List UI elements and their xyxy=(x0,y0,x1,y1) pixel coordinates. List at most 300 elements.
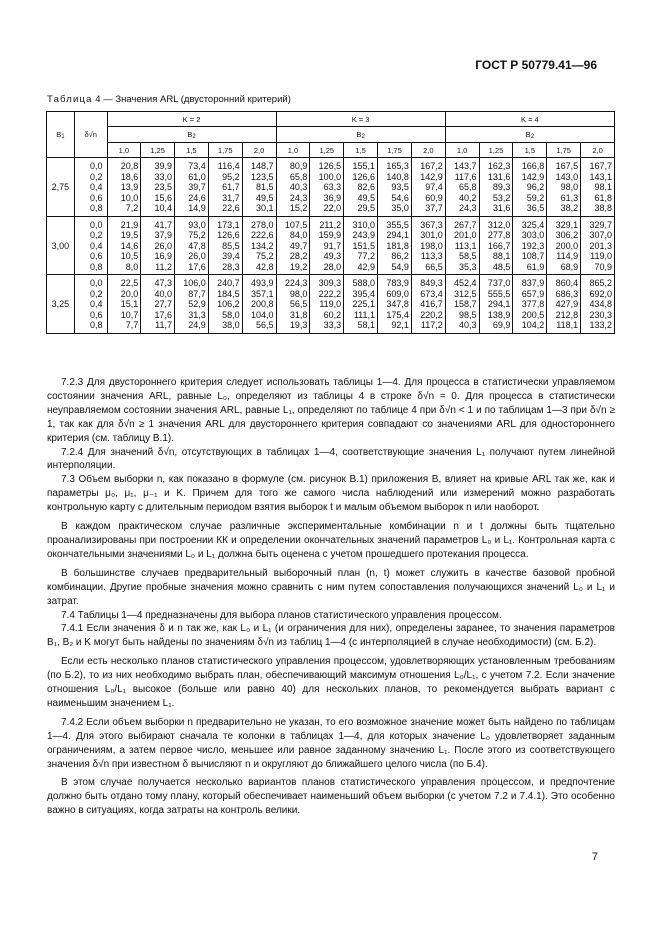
arl-column xyxy=(479,275,513,334)
arl-value: 783,9 xyxy=(386,278,409,288)
arl-value: 23,5 xyxy=(154,182,172,192)
arl-value: 35,3 xyxy=(459,261,477,272)
arl-value: 20,0 xyxy=(120,288,139,299)
arl-value: 69,9 xyxy=(492,320,511,330)
arl-column xyxy=(276,158,310,217)
arl-column xyxy=(445,158,479,217)
delta-value: 0,0 xyxy=(90,161,103,171)
arl-value: 19,3 xyxy=(289,320,308,330)
paragraph: В большинстве случаев предварительный выборочный план (n, t) может служить в качестве базовой пробной комбинации. Другие пробные значения можно сравнить с ним путем сопоставления получающихся значений L₀ и L₁ и затрат. xyxy=(47,567,615,607)
arl-value: 377,8 xyxy=(521,299,545,309)
arl-value: 53,2 xyxy=(492,192,511,203)
arl-value: 39,9 xyxy=(154,161,172,171)
arl-value: 243,9 xyxy=(352,230,376,240)
arl-value: 140,8 xyxy=(386,171,409,182)
arl-value: 95,2 xyxy=(222,171,240,182)
arl-value: 17,6 xyxy=(188,261,206,272)
arl-column xyxy=(208,158,242,217)
arl-value: 40,2 xyxy=(459,192,477,203)
arl-value: 142,9 xyxy=(420,171,443,182)
arl-value: 148,7 xyxy=(250,161,274,171)
b1-header xyxy=(47,112,75,158)
b2-label: B xyxy=(525,129,531,139)
arl-value: 126,6 xyxy=(217,230,240,240)
delta-value: 0,8 xyxy=(90,261,103,272)
arl-value: 97,4 xyxy=(425,182,443,192)
arl-value: 10,7 xyxy=(120,309,139,320)
arl-value: 159,9 xyxy=(318,230,342,240)
arl-value: 294,1 xyxy=(487,299,511,309)
delta-value: 0,8 xyxy=(90,203,103,213)
arl-value: 493,9 xyxy=(250,278,274,288)
b2-value: 2,0 xyxy=(411,143,445,158)
arl-column xyxy=(344,158,378,217)
delta-value: 0,4 xyxy=(90,182,103,192)
b2-value: 1,0 xyxy=(445,143,479,158)
arl-column xyxy=(242,275,276,334)
arl-value: 89,3 xyxy=(492,182,511,192)
arl-value: 77,2 xyxy=(357,251,376,261)
arl-value: 26,0 xyxy=(188,251,206,261)
arl-value: 49,7 xyxy=(289,240,308,251)
arl-value: 38,0 xyxy=(222,320,240,330)
arl-value: 113,1 xyxy=(454,240,477,251)
arl-value: 307,0 xyxy=(589,230,612,240)
arl-value: 31,8 xyxy=(289,309,308,320)
arl-value: 329,7 xyxy=(589,219,612,230)
arl-value: 61,7 xyxy=(222,182,240,192)
arl-value: 81,5 xyxy=(255,182,274,192)
arl-value: 28,3 xyxy=(222,261,240,272)
arl-value: 310,0 xyxy=(352,219,376,230)
delta-value: 0,0 xyxy=(90,219,103,230)
arl-value: 355,5 xyxy=(386,219,409,230)
arl-value: 184,5 xyxy=(217,288,240,299)
arl-value: 21,9 xyxy=(120,219,139,230)
table-row xyxy=(47,158,615,217)
arl-value: 36,5 xyxy=(526,203,545,213)
arl-value: 395,4 xyxy=(352,288,376,299)
arl-value: 312,0 xyxy=(487,219,511,230)
arl-value: 40,3 xyxy=(459,320,477,330)
arl-column xyxy=(310,216,344,275)
arl-value: 126,6 xyxy=(352,171,376,182)
arl-value: 325,4 xyxy=(521,219,545,230)
arl-value: 82,6 xyxy=(357,182,376,192)
arl-value: 40,3 xyxy=(289,182,308,192)
b1-block xyxy=(47,275,615,334)
arl-value: 22,0 xyxy=(323,203,342,213)
arl-value: 49,5 xyxy=(255,192,274,203)
arl-value: 230,3 xyxy=(589,309,612,320)
arl-value: 347,8 xyxy=(386,299,409,309)
header-row-b2 xyxy=(47,127,615,143)
arl-value: 357,1 xyxy=(250,288,274,299)
b1-header-label: B xyxy=(56,129,62,139)
arl-value: 211,2 xyxy=(319,219,342,230)
arl-value: 19,5 xyxy=(120,230,139,240)
arl-value: 24,6 xyxy=(188,192,206,203)
arl-value: 14,6 xyxy=(120,240,139,251)
arl-value: 28,0 xyxy=(323,261,342,272)
arl-value: 61,8 xyxy=(594,192,612,203)
arl-value: 200,8 xyxy=(250,299,274,309)
arl-value: 98,0 xyxy=(560,182,579,192)
paragraph: 7.4.2 Если объем выборки n предварительно не указан, то его возможное значение может быть найдено по таблицам 1—4. Для этого выбирают сначала те колонки в таблицах 1—4, для которых значение L₀ удовлетворяет заданным ограничениям, а затем первое число, меньшее или равное заданному значению L₁. После этого из соответствующего значения δ√n при известном δ вычисляют n и округляют до ближайшего целого числа (по Б.4). xyxy=(47,716,615,770)
page-number: 7 xyxy=(591,851,598,863)
arl-value: 220,2 xyxy=(420,309,443,320)
arl-value: 88,1 xyxy=(492,251,511,261)
arl-column xyxy=(513,216,547,275)
arl-column xyxy=(276,216,310,275)
arl-value: 39,7 xyxy=(188,182,206,192)
arl-value: 58,5 xyxy=(459,251,477,261)
arl-value: 200,0 xyxy=(555,240,579,251)
arl-value: 201,3 xyxy=(589,240,612,251)
arl-value: 49,3 xyxy=(323,251,342,261)
b1-value: 2,75 xyxy=(47,158,75,217)
arl-value: 143,0 xyxy=(555,171,579,182)
arl-value: 37,7 xyxy=(425,203,443,213)
arl-value: 865,2 xyxy=(589,278,612,288)
arl-value: 87,7 xyxy=(188,288,206,299)
arl-value: 200,5 xyxy=(521,309,545,320)
arl-value: 303,0 xyxy=(521,230,545,240)
arl-value: 108,7 xyxy=(521,251,545,261)
arl-value: 28,2 xyxy=(289,251,308,261)
arl-column xyxy=(107,216,141,275)
paragraph: 7.2.3 Для двустороннего критерия следует использовать таблицы 1—4. Для процесса в статистически управляемом состоянии значения ARL, равные L₀, определяют из таблицы 4 в строке δ√n = 0. Для процесса в статистически неуправляемом состоянии значения ARL, равные L₁, определяют по таблице 4 при δ√n < 1 и по таблицам 1—3 при δ√n ≥ 1, так как для δ√n ≥ 1 значения ARL для двустороннего критерия совпадают со значениями ARL для одностороннего критерия (см. таблицу В.1). xyxy=(47,377,615,444)
arl-value: 22,6 xyxy=(222,203,240,213)
table-caption xyxy=(47,94,291,105)
arl-column xyxy=(208,275,242,334)
b2-label: B xyxy=(356,129,362,139)
delta-value: 0,6 xyxy=(90,251,103,261)
arl-value: 155,1 xyxy=(352,161,376,171)
arl-value: 47,8 xyxy=(188,240,206,251)
arl-value: 588,0 xyxy=(352,278,376,288)
arl-value: 39,4 xyxy=(222,251,240,261)
paragraph: Если есть несколько планов статистического управления процессом, удовлетворяющих установленным требованиям (по Б.2), то из них необходимо выбрать план, обеспечивающий максимум отношения L₀/L₁, с учетом 7.2. Если значение отношения L₀/L₁ высокое (больше или равно 40) для нескольких планов, то рекомендуется выбрать вариант с наименьшим значением L₁. xyxy=(47,656,615,709)
arl-value: 29,5 xyxy=(357,203,376,213)
arl-column xyxy=(378,216,412,275)
arl-value: 85,5 xyxy=(222,240,240,251)
arl-value: 58,0 xyxy=(222,309,240,320)
arl-value: 86,2 xyxy=(391,251,409,261)
arl-value: 657,9 xyxy=(521,288,545,299)
arl-column xyxy=(378,158,412,217)
arl-column xyxy=(344,216,378,275)
arl-column xyxy=(141,158,175,217)
arl-value: 198,0 xyxy=(420,240,443,251)
header-row-k xyxy=(47,112,615,127)
arl-column xyxy=(581,158,615,217)
arl-value: 42,9 xyxy=(357,261,376,272)
arl-column xyxy=(581,216,615,275)
arl-value: 31,7 xyxy=(222,192,240,203)
body-text xyxy=(47,376,615,818)
arl-value: 452,4 xyxy=(454,278,477,288)
arl-column xyxy=(242,216,276,275)
delta-values xyxy=(74,275,107,334)
arl-column xyxy=(411,158,445,217)
b1-value: 3,25 xyxy=(47,275,75,334)
b2-value: 1,75 xyxy=(208,143,242,158)
arl-value: 11,7 xyxy=(155,320,172,330)
arl-value: 17,6 xyxy=(154,309,172,320)
arl-value: 692,0 xyxy=(589,288,612,299)
arl-value: 31,6 xyxy=(492,203,511,213)
arl-value: 56,5 xyxy=(289,299,308,309)
arl-value: 59,2 xyxy=(526,192,545,203)
arl-value: 309,3 xyxy=(318,278,342,288)
b2-value: 1,0 xyxy=(107,143,141,158)
delta-value: 0,6 xyxy=(90,309,103,320)
arl-value: 158,7 xyxy=(454,299,477,309)
arl-value: 75,2 xyxy=(188,230,206,240)
arl-column xyxy=(208,216,242,275)
caption-text: 4 — Значения ARL (двусторонний критерий) xyxy=(92,94,291,105)
arl-value: 15,2 xyxy=(289,203,308,213)
arl-value: 167,5 xyxy=(555,161,579,171)
arl-value: 65,8 xyxy=(289,171,308,182)
arl-value: 104,2 xyxy=(521,320,545,330)
arl-value: 80,9 xyxy=(289,161,308,171)
arl-value: 11,2 xyxy=(155,261,172,272)
arl-value: 40,0 xyxy=(154,288,172,299)
arl-value: 312,5 xyxy=(454,288,477,299)
b2-value: 1,0 xyxy=(276,143,310,158)
arl-column xyxy=(276,275,310,334)
arl-value: 106,2 xyxy=(217,299,240,309)
arl-value: 151,5 xyxy=(352,240,376,251)
arl-value: 42,8 xyxy=(255,261,274,272)
arl-column xyxy=(411,216,445,275)
arl-value: 162,3 xyxy=(487,161,511,171)
arl-value: 117,2 xyxy=(420,320,443,330)
arl-value: 123,5 xyxy=(250,171,274,182)
arl-value: 173,1 xyxy=(217,219,240,230)
delta-header: δ√n xyxy=(74,112,107,158)
b2-header xyxy=(445,127,614,143)
arl-value: 60,2 xyxy=(323,309,342,320)
arl-column xyxy=(479,158,513,217)
b2-value: 1,75 xyxy=(378,143,412,158)
arl-value: 24,9 xyxy=(188,320,206,330)
arl-value: 98,0 xyxy=(289,288,308,299)
b2-value: 1,25 xyxy=(141,143,175,158)
arl-value: 18,6 xyxy=(120,171,139,182)
delta-value: 0,8 xyxy=(90,320,103,330)
arl-column xyxy=(174,216,208,275)
arl-column xyxy=(513,158,547,217)
table-row xyxy=(47,216,615,275)
arl-column xyxy=(445,216,479,275)
b2-value: 1,25 xyxy=(479,143,513,158)
arl-value: 96,2 xyxy=(526,182,545,192)
arl-value: 143,7 xyxy=(454,161,477,171)
arl-value: 30,1 xyxy=(255,203,274,213)
arl-value: 33,0 xyxy=(154,171,172,182)
arl-table xyxy=(46,111,615,334)
arl-column xyxy=(107,275,141,334)
arl-value: 54,9 xyxy=(391,261,409,272)
arl-value: 100,0 xyxy=(318,171,342,182)
delta-values xyxy=(74,216,107,275)
delta-value: 0,4 xyxy=(90,240,103,251)
arl-value: 212,8 xyxy=(555,309,579,320)
arl-value: 107,5 xyxy=(284,219,308,230)
arl-value: 75,2 xyxy=(255,251,274,261)
arl-value: 201,0 xyxy=(454,230,477,240)
b2-value: 1,5 xyxy=(174,143,208,158)
arl-column xyxy=(547,275,581,334)
arl-value: 73,4 xyxy=(188,161,206,171)
arl-value: 167,2 xyxy=(420,161,443,171)
arl-value: 278,0 xyxy=(250,219,274,230)
arl-value: 54,6 xyxy=(391,192,409,203)
arl-value: 104,0 xyxy=(250,309,274,320)
arl-value: 93,0 xyxy=(188,219,206,230)
arl-value: 8,0 xyxy=(125,261,139,272)
paragraph: 7.2.4 Для значений δ√n, отсутствующих в таблицах 1—4, соответствующие значения L₁ получают путем линейной интерполяции. xyxy=(47,446,615,472)
arl-value: 98,1 xyxy=(594,182,612,192)
arl-value: 10,0 xyxy=(120,192,139,203)
b2-value: 2,0 xyxy=(581,143,615,158)
arl-value: 306,2 xyxy=(555,230,579,240)
arl-value: 143,1 xyxy=(589,171,612,182)
k-header: K = 4 xyxy=(445,112,614,127)
arl-column xyxy=(547,216,581,275)
arl-value: 224,3 xyxy=(284,278,308,288)
paragraph: 7.4.1 Если значения δ и n так же, как L₀ и L₁ (и ограничения для них), определены заранее, то значения параметров B₁, B₂ и K могут быть найдены по значениям δ√n из таблиц 1—4 (с интерполяцией в случае необходимости) (см. Б.2). xyxy=(47,623,615,649)
arl-value: 20,8 xyxy=(120,161,139,171)
arl-value: 61,0 xyxy=(188,171,206,182)
b2-value: 1,5 xyxy=(513,143,547,158)
arl-value: 65,8 xyxy=(459,182,477,192)
arl-value: 165,3 xyxy=(386,161,409,171)
arl-value: 24,3 xyxy=(289,192,308,203)
b2-header xyxy=(276,127,445,143)
arl-value: 427,9 xyxy=(555,299,579,309)
arl-value: 131,6 xyxy=(487,171,511,182)
arl-value: 134,2 xyxy=(250,240,274,251)
b2-value: 1,25 xyxy=(310,143,344,158)
arl-value: 26,0 xyxy=(154,240,172,251)
arl-value: 84,0 xyxy=(289,230,308,240)
arl-value: 70,9 xyxy=(594,261,612,272)
b2-header xyxy=(107,127,276,143)
arl-value: 98,5 xyxy=(459,309,477,320)
arl-value: 192,3 xyxy=(521,240,545,251)
arl-value: 49,5 xyxy=(357,192,376,203)
arl-value: 609,0 xyxy=(386,288,409,299)
arl-value: 837,9 xyxy=(521,278,545,288)
arl-value: 555,5 xyxy=(487,288,511,299)
k-header: K = 2 xyxy=(107,112,276,127)
arl-value: 294,1 xyxy=(386,230,409,240)
paragraph: 7.3 Объем выборки n, как показано в формуле (см. рисунок В.1) приложения В, влияет на кривые ARL так же, как и параметры μ₀, μ₁, μ₋₁ и K. Причем для того же самого числа наблюдений или измерений можно разработать контрольную карту с длительным периодом взятия выборок t и малым объемом выборок n или наоборот. xyxy=(47,474,615,514)
arl-value: 37,9 xyxy=(154,230,172,240)
arl-value: 117,6 xyxy=(454,171,477,182)
b2-sub: 2 xyxy=(361,133,365,140)
arl-column xyxy=(513,275,547,334)
arl-value: 35,0 xyxy=(391,203,409,213)
document-header: ГОСТ Р 50779.41—96 xyxy=(475,58,597,72)
arl-value: 106,0 xyxy=(183,278,206,288)
arl-value: 22,5 xyxy=(120,278,139,288)
arl-column xyxy=(107,158,141,217)
delta-value: 0,6 xyxy=(90,192,103,203)
arl-value: 14,9 xyxy=(188,203,206,213)
b1-header-sub: 1 xyxy=(61,133,65,140)
arl-column xyxy=(378,275,412,334)
arl-value: 167,7 xyxy=(589,161,612,171)
arl-value: 126,5 xyxy=(318,161,342,171)
arl-value: 175,4 xyxy=(386,309,409,320)
paragraph: В этом случае получается несколько вариантов планов статистического управления процессом, и предпочтение должно быть отдано тому плану, который обеспечивает наименьший объем выборки (с учетом 7.2 и 7.4.1). Это особенно важно в ситуациях, когда затраты на контроль велики. xyxy=(47,777,615,817)
arl-value: 38,2 xyxy=(560,203,579,213)
header-row-b2-values xyxy=(47,143,615,158)
arl-value: 222,2 xyxy=(318,288,342,299)
arl-value: 849,3 xyxy=(420,278,443,288)
arl-value: 111,1 xyxy=(353,309,376,320)
arl-value: 225,1 xyxy=(352,299,376,309)
arl-value: 63,3 xyxy=(323,182,342,192)
arl-value: 686,3 xyxy=(555,288,579,299)
arl-value: 114,9 xyxy=(556,251,579,261)
arl-value: 673,4 xyxy=(420,288,443,299)
arl-value: 116,4 xyxy=(217,161,240,171)
arl-value: 27,7 xyxy=(154,299,172,309)
arl-value: 277,8 xyxy=(487,230,511,240)
arl-value: 31,3 xyxy=(188,309,206,320)
arl-value: 7,7 xyxy=(125,320,139,330)
b1-block xyxy=(47,216,615,275)
arl-value: 10,4 xyxy=(154,203,172,213)
arl-column xyxy=(141,275,175,334)
b2-sub: 2 xyxy=(192,133,196,140)
table-row xyxy=(47,275,615,334)
arl-value: 367,3 xyxy=(420,219,443,230)
arl-value: 166,8 xyxy=(521,161,545,171)
arl-value: 181,8 xyxy=(386,240,409,251)
arl-value: 222,6 xyxy=(250,230,274,240)
arl-value: 61,9 xyxy=(526,261,545,272)
arl-value: 47,3 xyxy=(154,278,172,288)
arl-value: 329,1 xyxy=(555,219,579,230)
arl-column xyxy=(344,275,378,334)
arl-column xyxy=(581,275,615,334)
b2-label: B xyxy=(187,129,193,139)
arl-column xyxy=(310,158,344,217)
arl-value: 113,3 xyxy=(420,251,443,261)
arl-value: 38,8 xyxy=(594,203,612,213)
b2-value: 2,0 xyxy=(242,143,276,158)
arl-value: 61,3 xyxy=(560,192,579,203)
arl-value: 860,4 xyxy=(555,278,579,288)
arl-value: 138,9 xyxy=(487,309,511,320)
arl-value: 48,5 xyxy=(492,261,511,272)
caption-word: Таблица xyxy=(47,94,93,105)
arl-column xyxy=(174,275,208,334)
arl-value: 434,8 xyxy=(589,299,612,309)
arl-value: 737,0 xyxy=(487,278,511,288)
arl-value: 166,7 xyxy=(487,240,511,251)
arl-value: 119,0 xyxy=(590,251,612,261)
paragraph: В каждом практическом случае различные экспериментальные комбинации n и t должны быть тщательно проанализированы при построении КК и определении окончательных значений параметров L₀ и L₁. Контрольная карта с окончательными значениями L₀ и L₁ должна быть оценена с учетом прошедшего протекания процесса. xyxy=(47,521,615,560)
arl-value: 36,9 xyxy=(323,192,342,203)
